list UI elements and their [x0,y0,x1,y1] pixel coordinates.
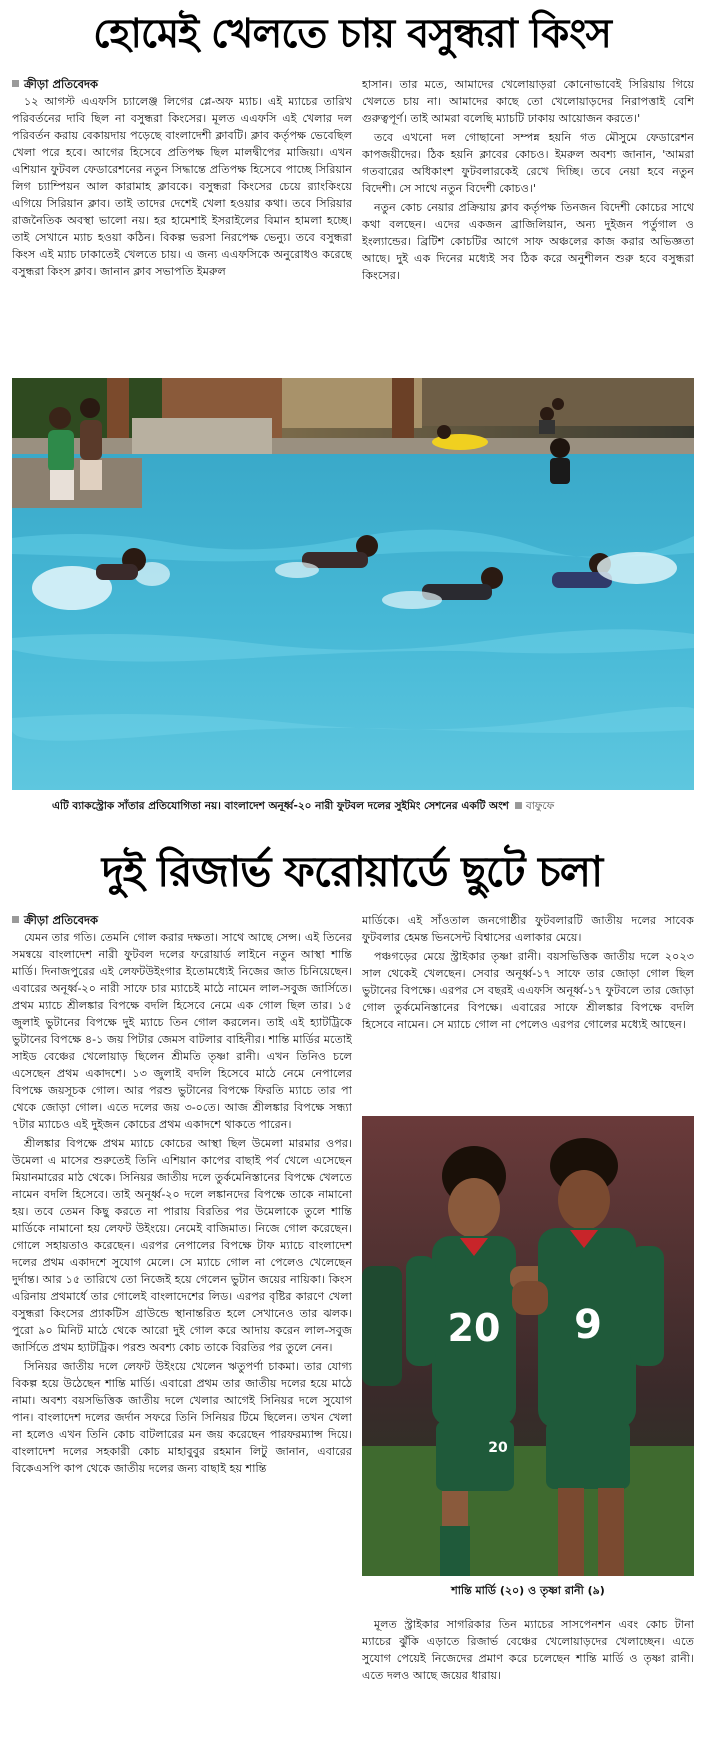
article2-column1 [12,912,352,1738]
shorts-number-left: 20 [488,1440,508,1456]
article1-col2-para: তবে এখনো দল গোছানো সম্পন্ন হয়নি গত মৌসুমে ফেডারেশন কাপজয়ীদের। ঠিক হয়নি ক্লাবের কোচও। ইমরুল অবশ্য জানান, 'আমরা গতবারের অধিকাংশ ফুটবলারকেই রেখে দিচ্ছি। তবে নেয়া হবে নতুন বিদেশী। সে সাথে নতুন বিদেশী কোচও।' [362,131,694,195]
jersey-number-left: 20 [447,1306,501,1350]
article1-headline: হোমেই খেলতে চায় বসুন্ধরা কিংস [93,11,611,57]
byline-square-icon [12,80,19,87]
pool-photo-caption [52,797,692,815]
pool-caption-credit: বাফুফে [525,800,555,812]
article2-col1-para: শ্রীলঙ্কার বিপক্ষে প্রথম ম্যাচে কোচের আস্থা ছিল উমেলা মারমার ওপর। উমেলা এ মাসের শুরুতেই তিনি এশিয়ান কাপের বাছাই পর্ব খেলে এসেছেন মিয়ানমারের মাঠ থেকে। সিনিয়র জাতীয় দলে তুর্কমেনিস্তানের বিপক্ষে খেলতে নামেন বদলি হিসেবে। তাই অনূর্ধ্ব-২০ দলে লঙ্কানদের বিপক্ষে তাকে নামানো হয়। তবে তেমন কিছু করতে না পারায় বিরতির পর উমেলাকে তুলে শান্তি মার্ডিকে নামানো হয় লেফট উইংয়ে। নেমেই বাজিমাত। নিজে গোল করেছেন। গোলে সহায়তাও করেছেন। এরপর নেপালের বিপক্ষে টাফ ম্যাচে বাংলাদেশ দলের প্রথম একাদশে সুযোগ মেলে। সে ম্যাচে গোল না পেলেও খেলেছেন দুর্দান্ত। আর ১৫ তারিখে তো নিজেই হয়ে গেলেন ভুটান জয়ের নায়িকা। কিংস এরিনায় প্রথমার্ধে তার গোলেই বাংলাদেশের লিড। এরপর বৃষ্টির কারণে খেলা বসুন্ধরা কিংসের প্র্যাকটিস গ্রাউন্ডে স্থানান্তরিত হলে সেখানেও তার ঝলক। পুরো ৯০ মিনিট মাঠে থেকে আরো দুই গোল করে আদায় করেন লাল-সবুজ জার্সিতে প্রথম হ্যাটট্রিক। পরশু অবশ্য কোচ তাকে বিরতির পর তুলে নেন। [12,1137,352,1354]
pool-photo [12,378,694,790]
byline-square-icon [12,916,19,923]
article1-column2 [362,76,694,366]
pool-photo-graphic [12,378,694,790]
article2-col2-para: মার্ডিকে। এই সাঁওতাল জনগোষ্ঠীর ফুটবলারটি জাতীয় দলের সাবেক ফুটবলার হেমন্ত ভিনসেন্ট বিশ্বাসের এলাকার মেয়ে। [362,914,694,944]
article2-column3 [362,1616,694,1740]
article1-col2-para: হাসান। তার মতে, আমাদের খেলোয়াড়রা কোনোভাবেই সিরিয়ায় গিয়ে খেলতে চায় না। আমাদের কাছে তো খেলোয়াড়দের নিরাপত্তাই বেশি গুরুত্বপূর্ণ। তাই আমরা বলেছি ম্যাচটি ঢাকায় আয়োজন করতে।' [362,78,694,125]
article2-headline: দুই রিজার্ভ ফরোয়ার্ডে ছুটে চলা [101,847,603,896]
article2-col1-para: সিনিয়র জাতীয় দলে লেফট উইংয়ে খেলেন ঋতুপর্ণা চাকমা। তার যোগ্য বিকল্প হয়ে উঠেছেন শান্তি মার্ডি। এবারো প্রথম তার জাতীয় দলের হয়ে মাঠে নামা। অবশ্য বয়সভিত্তিক জাতীয় দলে খেলার আগেই সিনিয়র দলে সুযোগ পান। বাংলাদেশ দলের জর্দান সফরে তিনি সিনিয়র টিমে ছিলেন। তখন খেলা না হলেও এখন তিনি কোচ বাটলারের মন জয় করেছেন পারফরম্যান্স দিয়ে। বাংলাদেশ দলের সহকারী কোচ মাহাবুবুর রহমান লিটু জানান, এবারের বিকেএসপি কাপ থেকে জাতীয় দলের জন্য বাছাই হয় শান্তি [12,1360,352,1475]
article2-col1-para: যেমন তার গতি। তেমনি গোল করার দক্ষতা। সাথে আছে সেন্স। এই তিনের সমন্বয়ে বাংলাদেশ নারী ফুটবল দলের ফরোয়ার্ড লাইনে নতুন আস্থা শান্তি মার্ডি। দিনাজপুরের এই লেফটউইংগার ইতোমধ্যেই নিজের জাত চিনিয়েছেন। এবারের অনূর্ধ্ব-২০ নারী সাফে চার ম্যাচেই মাঠে নামেন লাল-সবুজ জার্সিতে। প্রথম ম্যাচে শ্রীলঙ্কার বিপক্ষে বদলি হিসেবে নেমে এক গোল ছিল তার। ১৫ জুলাই ভুটানের বিপক্ষে দুই ম্যাচে তিন গোল করলেন। তাই এই হ্যাটট্রিকে ভুটানের বিপক্ষে ৪-১ জয় পিটার জেমস বাটলার বাহিনীর। শান্তি মার্ডির মতোই সাইড বেঞ্চের খেলোয়াড় ছিলেন শ্রীমতি তৃষ্ণা রানী। এখন তিনিও চলে এসেছেন প্রথম একাদশে। ১৩ জুলাই বদলি হিসেবে মাঠে নেমে নেপালের বিপক্ষে জয়সূচক গোল। আর পরশু ভুটানের বিপক্ষে ফিরতি ম্যাচে তার পা থেকে জোড়া গোল। এতে দলের জয় ৩-০তে। আজ শ্রীলঙ্কার বিপক্ষে সন্ধ্যা ৭টার ম্যাচেও এই দুইজন কোচের প্রথম একাদশে থাকতে পারেন। [12,931,352,1131]
article1-col1-para: ১২ আগস্ট এএফসি চ্যালেঞ্জ লিগের প্লে-অফ ম্যাচ। এই ম্যাচের তারিখ পরিবর্তনের দাবি ছিল না বসুন্ধরা কিংসের। মূলত এএফসি এই খেলার দল পরিবর্তন করায় বেকায়দায় পড়েছে বাংলাদেশী ক্লাবটি। ক্লাব কর্তৃপক্ষ ভেবেছিল খেলা পরে হবে। আগের হিসেবে প্রতিপক্ষ ছিল মালদ্বীপের মাজিয়া। এখন এশিয়ান ফুটবল ফেডারেশনের নতুন সিদ্ধান্তে প্রতিপক্ষ হিসেবে পাচ্ছে সিরিয়ান লিগ চ্যাম্পিয়ন আল কারামাহ ক্লাবকে। বসুন্ধরা কিংসের চেয়ে র‍্যাংকিংয়ে এগিয়ে সিরিয়ান ক্লাব। তাই তাদের দেশেই খেলা হওয়ার কথা। তবে সিরিয়ার রাজনৈতিক অবস্থা ভালো নয়। হর হামেশাই ইসরাইলের বিমান হামলা হচ্ছে। তাই সেখানে ম্যাচ হওয়া কঠিন। বিকল্প ভরসা নিরপেক্ষ ভেন্যু। তবে বসুন্ধরা কিংস এই ম্যাচ ঢাকাতেই খেলতে চায়। এ জন্য এএফসিকে অনুরোধও করেছে বসুন্ধরা কিংস ক্লাব। জানান ক্লাব সভাপতি ইমরুল [12,95,352,278]
jersey-number-right: 9 [574,1302,602,1348]
article1-column1 [12,76,352,366]
article2-col3-para: মূলত স্ট্রাইকার সাগরিকার তিন ম্যাচের সাসপেনশন এবং কোচ টানা ম্যাচের ঝুঁকি এড়াতে রিজার্ভ বেঞ্চের খেলোয়াড়দের খেলাচ্ছেন। এতে সুযোগ পেয়েই নিজেদের প্রমাণ করে চলেছেন শান্তি মার্ডি ও তৃষ্ণা রানী। এতে দলও আছে জয়ের ধারায়। [362,1618,694,1682]
article2-byline-text: ক্রীড়া প্রতিবেদক [24,913,99,927]
article1-col2-para: নতুন কোচ নেয়ার প্রক্রিয়ায় ক্লাব কর্তৃপক্ষ তিনজন বিদেশী কোচের সাথে কথা বলছেন। এদের একজন ব্রাজিলিয়ান, অন্য দুইজন পর্তুগাল ও ইংল্যান্ডের। ব্রিটিশ কোচটির আগে সাফ অঞ্চলের কাজ করার অভিজ্ঞতা আছে। দুই এক দিনের মধ্যেই সব ঠিক করে অনুশীলন শুরু হবে বসুন্ধরা কিংসের। [362,201,694,282]
football-photo [362,1116,694,1576]
football-photo-caption: শান্তি মার্ডি (২০) ও তৃষ্ণা রানী (৯) [451,1584,605,1597]
article2-column2 [362,912,694,1108]
article2-byline [12,912,352,929]
pool-caption-text: এটি ব্যাকস্ট্রোক সাঁতার প্রতিযোগিতা নয়। বাংলাদেশ অনূর্ধ্ব-২০ নারী ফুটবল দলের সুইমিং সেশনের একটি অংশ [52,800,509,812]
article1-byline [12,76,352,93]
article2-col2-para: পঞ্চগড়ের মেয়ে স্ট্রাইকার তৃষ্ণা রানী। বয়সভিত্তিক জাতীয় দলে ২০২৩ সাল থেকেই খেলছেন। সেবার অনূর্ধ্ব-১৭ সাফে তার জোড়া গোল ছিল ভুটানের বিপক্ষে। এরপর সে বছরই এএফসি অনূর্ধ্ব-১৭ ফুটবলে তার জোড়া গোল তুর্কমেনিস্তানের বিপক্ষে। এবারের সাফে শ্রীলঙ্কার বিপক্ষে বদলি হিসেবে নামেন। সে ম্যাচে গোল না পেলেও এরপর গোলের মধ্যেই আছেন। [362,950,694,1031]
caption-square-icon [515,802,522,809]
article1-byline-text: ক্রীড়া প্রতিবেদক [24,77,99,91]
football-photo-graphic [362,1116,694,1576]
